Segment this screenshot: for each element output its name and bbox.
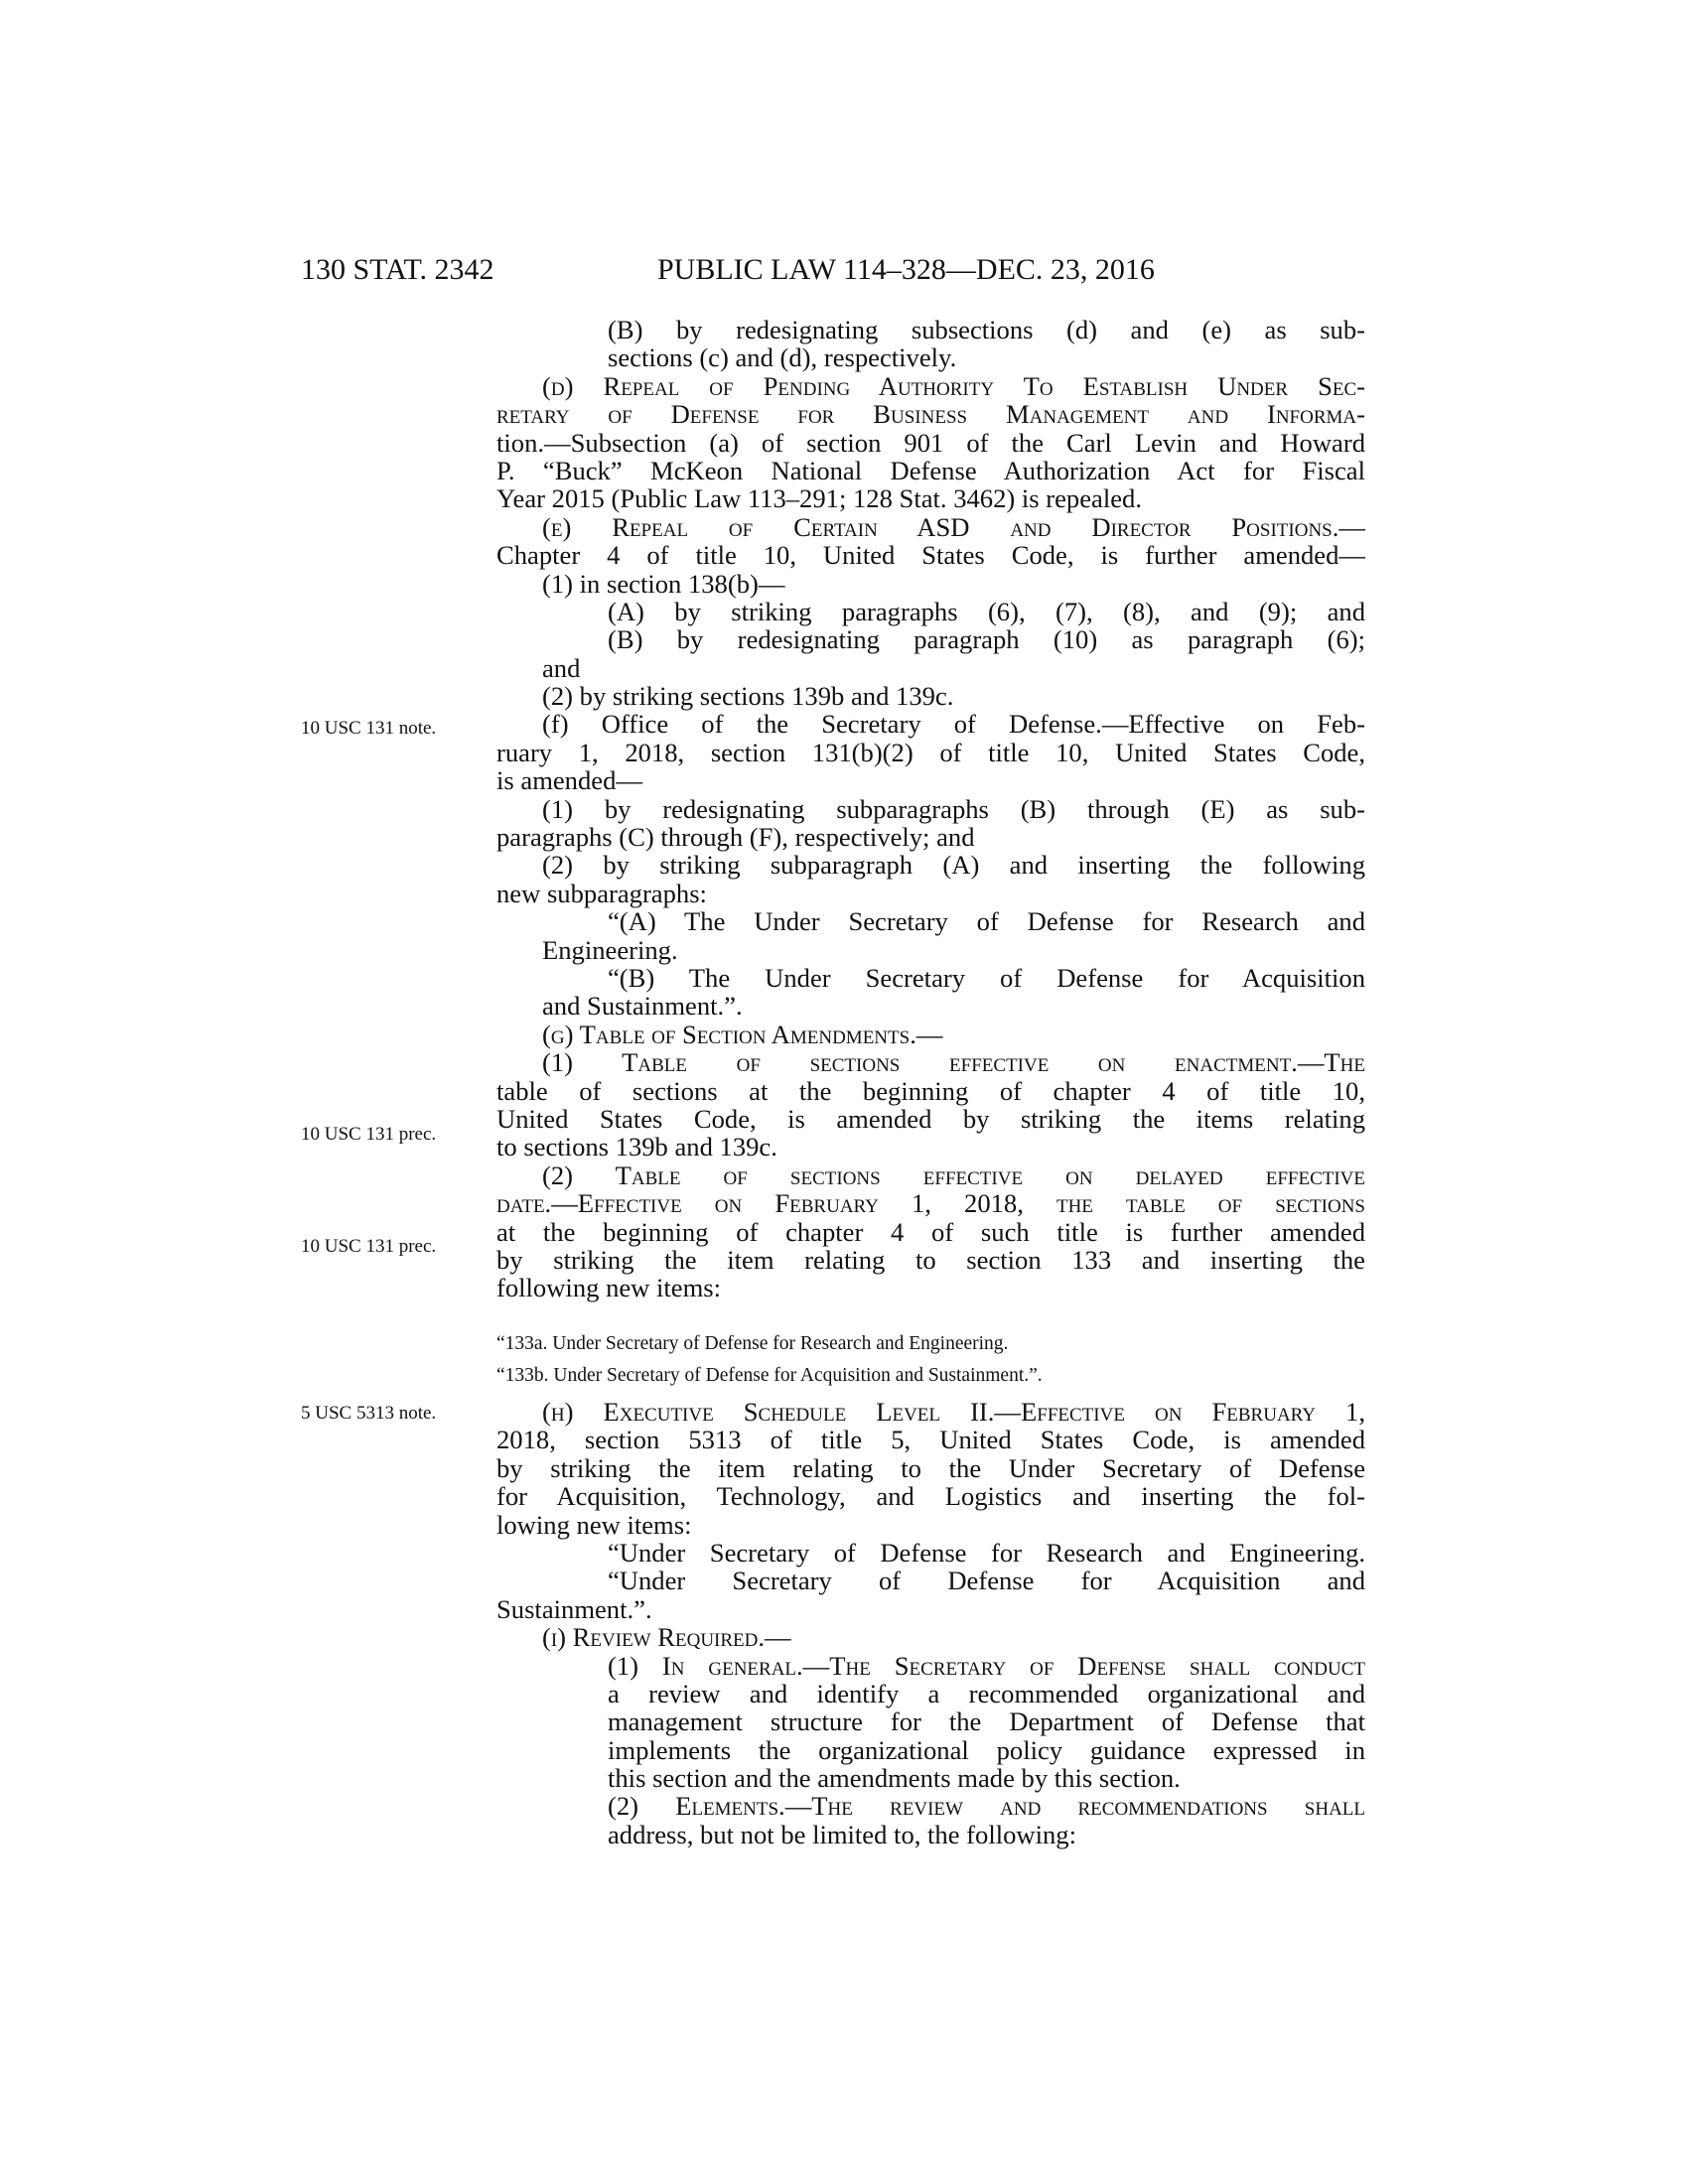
text-line: tion.—Subsection (a) of section 901 of the Carl Levin and Howard [496,427,1365,458]
text-line: is amended— [496,765,642,796]
text-line: and [542,652,581,683]
body-text-lower [496,1398,1365,1848]
section-heading-g: (g) Table of Section Amendments.— [542,1019,943,1049]
text-line: by striking the item relating to the Under Secretary of Defense [496,1452,1365,1483]
text-line: 2018, section 5313 of title 5, United States Code, is amended [496,1425,1365,1455]
text-line: “Under Secretary of Defense for Acquisition and [608,1566,1365,1596]
text-line: table of sections at the beginning of chapter 4 of title 10, [496,1075,1365,1106]
text-line: (2) Table of sections effective on delayed effective [542,1160,1365,1190]
section-table-items [496,1328,1043,1392]
table-item: “133a. Under Secretary of Defense for Research and Engineering. [496,1333,1009,1354]
text-line: Sustainment.”. [496,1593,652,1624]
body-text-upper [496,316,1365,1302]
text-line: date.—Effective on February 1, 2018, the table of sections [496,1188,1365,1219]
text-line: “(A) The Under Secretary of Defense for Research and [608,906,1365,937]
text-line: (1) by redesignating subparagraphs (B) through (E) as sub- [542,793,1365,824]
margin-note-h: 5 USC 5313 note. [301,1403,437,1424]
text-line: ruary 1, 2018, section 131(b)(2) of title 10, United States Code, [496,737,1365,767]
text-line: address, but not be limited to, the following: [608,1819,1076,1849]
text-line: to sections 139b and 139c. [496,1132,777,1162]
text-line: Chapter 4 of title 10, United States Code, is further amended— [496,540,1365,571]
text-line: for Acquisition, Technology, and Logistics and inserting the fol- [496,1481,1365,1512]
text-line: management structure for the Department of Defense that [608,1706,1365,1737]
text-line: Engineering. [542,934,678,965]
text-line: (A) by striking paragraphs (6), (7), (8), and (9); and [608,596,1365,626]
text-line: and Sustainment.”. [542,991,743,1022]
text-line: (1) in section 138(b)— [542,568,785,599]
text-line: (2) Elements.—The review and recommendations shall [608,1791,1365,1822]
text-line: (1) In general.—The Secretary of Defense shall conduct [608,1650,1365,1681]
text-line: by striking the item relating to section 133 and inserting the [496,1244,1365,1275]
public-law-title: PUBLIC LAW 114–328—DEC. 23, 2016 [657,253,1155,286]
text-line: “Under Secretary of Defense for Research and Engineering. [608,1537,1365,1568]
text-line: Year 2015 (Public Law 113–291; 128 Stat. 3462) is repealed. [496,483,1142,514]
text-line: “(B) The Under Secretary of Defense for Acquisition [608,962,1365,993]
text-line: following new items: [496,1273,722,1303]
section-heading-d: retary of Defense for Business Management and Informa- [496,399,1365,430]
text-line: (2) by striking sections 139b and 139c. [542,681,954,712]
section-heading-f: (f) Office of the Secretary of Defense.—Effective on Feb- [542,709,1365,740]
text-line: (B) by redesignating subsections (d) and (e) as sub- [608,315,1365,344]
text-line: P. “Buck” McKeon National Defense Authorization Act for Fiscal [496,455,1365,485]
section-heading-d: (d) Repeal of Pending Authority To Establish Under Sec- [542,370,1365,401]
margin-note-g2: 10 USC 131 prec. [301,1236,437,1257]
text-line: new subparagraphs: [496,878,707,908]
text-line: (2) by striking subparagraph (A) and inserting the following [542,850,1365,881]
section-heading-i: (i) Review Required.— [542,1622,791,1653]
text-line: a review and identify a recommended organizational and [608,1678,1365,1708]
text-line: this section and the amendments made by this section. [608,1763,1181,1794]
table-item: “133b. Under Secretary of Defense for Acquisition and Sustainment.”. [496,1365,1043,1386]
text-line: (1) Table of sections effective on enactment.—The [542,1047,1365,1078]
stat-page-reference: 130 STAT. 2342 [301,253,494,286]
text-line: United States Code, is amended by striking the items relating [496,1103,1365,1134]
section-heading-h: (h) Executive Schedule Level II.—Effective on February 1, [542,1397,1365,1427]
margin-note-f: 10 USC 131 note. [301,718,437,739]
margin-note-g1: 10 USC 131 prec. [301,1124,437,1145]
text-line: paragraphs (C) through (F), respectively; and [496,822,975,853]
text-line: sections (c) and (d), respectively. [608,342,957,373]
text-line: at the beginning of chapter 4 of such title is further amended [496,1216,1365,1247]
text-line: (B) by redesignating paragraph (10) as paragraph (6); [608,624,1365,655]
text-line: lowing new items: [496,1509,692,1540]
section-heading-e: (e) Repeal of Certain ASD and Director Positions.— [542,511,1365,542]
text-line: implements the organizational policy guidance expressed in [608,1734,1365,1765]
